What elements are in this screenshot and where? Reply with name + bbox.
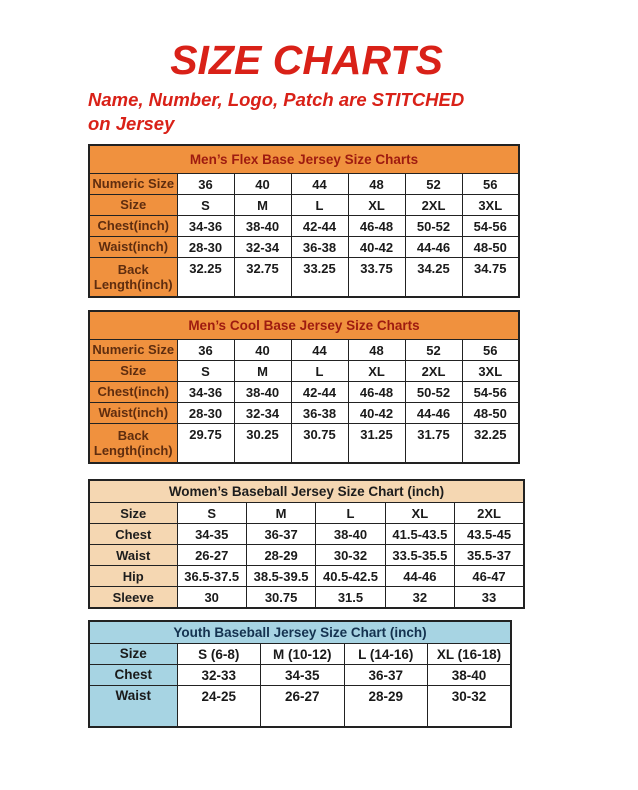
size-value-cell: 2XL [455, 503, 524, 524]
size-value-cell: 41.5-43.5 [385, 524, 454, 545]
size-value-cell: 28-29 [344, 686, 428, 728]
youth-baseball-title: Youth Baseball Jersey Size Chart (inch) [89, 621, 511, 644]
size-value-cell: 28-30 [177, 236, 234, 257]
size-chart-page [88, 37, 525, 728]
size-value-cell: 32-34 [234, 236, 291, 257]
size-value-cell: 56 [462, 173, 519, 194]
subtitle-line-2: on Jersey [88, 112, 175, 134]
size-value-cell: XL (16-18) [428, 644, 512, 665]
size-value-cell: 30-32 [428, 686, 512, 728]
size-value-cell: 33.5-35.5 [385, 545, 454, 566]
table-row [89, 173, 519, 194]
row-label: Chest(inch) [89, 381, 177, 402]
size-value-cell: 42-44 [291, 381, 348, 402]
table-row [89, 644, 511, 665]
size-value-cell: 50-52 [405, 381, 462, 402]
subtitle-line-1: Name, Number, Logo, Patch are STITCHED [88, 89, 465, 110]
size-value-cell: 48-50 [462, 236, 519, 257]
size-value-cell: M [246, 503, 315, 524]
size-value-cell: 46-48 [348, 381, 405, 402]
table-row [89, 236, 519, 257]
row-label: Size [89, 644, 177, 665]
size-value-cell: 44 [291, 339, 348, 360]
size-value-cell: 48-50 [462, 402, 519, 423]
size-value-cell: 44-46 [405, 402, 462, 423]
size-value-cell: XL [348, 360, 405, 381]
size-value-cell: 36.5-37.5 [177, 566, 246, 587]
size-value-cell: 34.25 [405, 257, 462, 297]
table-row [89, 587, 524, 609]
size-value-cell: 52 [405, 173, 462, 194]
size-value-cell: 32.25 [462, 423, 519, 463]
size-value-cell: S (6-8) [177, 644, 261, 665]
size-value-cell: 38-40 [234, 381, 291, 402]
size-value-cell: 32-33 [177, 665, 261, 686]
size-value-cell: 32.25 [177, 257, 234, 297]
table-row [89, 194, 519, 215]
size-value-cell: 31.5 [316, 587, 385, 609]
table-row [89, 545, 524, 566]
size-value-cell: 38-40 [234, 215, 291, 236]
size-value-cell: 34-35 [177, 524, 246, 545]
row-label: Hip [89, 566, 177, 587]
size-value-cell: 46-47 [455, 566, 524, 587]
size-value-cell: 28-30 [177, 402, 234, 423]
size-value-cell: L [291, 360, 348, 381]
size-value-cell: 36-38 [291, 236, 348, 257]
table-title-row [89, 480, 524, 503]
size-value-cell: 44-46 [405, 236, 462, 257]
table-row [89, 215, 519, 236]
size-value-cell: XL [348, 194, 405, 215]
size-value-cell: 24-25 [177, 686, 261, 728]
size-value-cell: S [177, 503, 246, 524]
size-value-cell: 31.75 [405, 423, 462, 463]
size-value-cell: 54-56 [462, 215, 519, 236]
womens-baseball-title: Women’s Baseball Jersey Size Chart (inch) [89, 480, 524, 503]
size-value-cell: 44 [291, 173, 348, 194]
size-value-cell: M [234, 360, 291, 381]
row-label: Size [89, 360, 177, 381]
row-label: Chest [89, 524, 177, 545]
size-value-cell: 38-40 [316, 524, 385, 545]
page-title: SIZE CHARTS [170, 37, 443, 83]
size-value-cell: 33.25 [291, 257, 348, 297]
row-label: Chest [89, 665, 177, 686]
size-value-cell: 36 [177, 173, 234, 194]
size-value-cell: M [234, 194, 291, 215]
size-value-cell: L (14-16) [344, 644, 428, 665]
size-value-cell: 35.5-37 [455, 545, 524, 566]
size-value-cell: 56 [462, 339, 519, 360]
size-value-cell: M (10-12) [261, 644, 345, 665]
size-value-cell: 40 [234, 339, 291, 360]
size-value-cell: 36 [177, 339, 234, 360]
table-row [89, 423, 519, 463]
size-value-cell: 36-37 [246, 524, 315, 545]
table-row [89, 566, 524, 587]
table-row [89, 339, 519, 360]
mens-cool-base-jersey-table [88, 310, 520, 464]
row-label: Waist [89, 686, 177, 728]
size-value-cell: 34-36 [177, 381, 234, 402]
size-value-cell: 3XL [462, 194, 519, 215]
table-row [89, 503, 524, 524]
size-value-cell: 30.25 [234, 423, 291, 463]
size-value-cell: 26-27 [177, 545, 246, 566]
size-value-cell: L [316, 503, 385, 524]
size-value-cell: 54-56 [462, 381, 519, 402]
size-value-cell: 30-32 [316, 545, 385, 566]
row-label: Numeric Size [89, 339, 177, 360]
row-label: Chest(inch) [89, 215, 177, 236]
size-value-cell: 33.75 [348, 257, 405, 297]
size-value-cell: 43.5-45 [455, 524, 524, 545]
size-value-cell: 34-35 [261, 665, 345, 686]
table-row [89, 665, 511, 686]
youth-baseball-jersey-table [88, 620, 512, 728]
size-value-cell: 40-42 [348, 236, 405, 257]
table-row [89, 381, 519, 402]
size-value-cell: S [177, 194, 234, 215]
size-value-cell: 38.5-39.5 [246, 566, 315, 587]
size-value-cell: 32-34 [234, 402, 291, 423]
size-value-cell: 2XL [405, 360, 462, 381]
size-value-cell: 40 [234, 173, 291, 194]
row-label: Size [89, 503, 177, 524]
row-label: Waist(inch) [89, 402, 177, 423]
size-value-cell: S [177, 360, 234, 381]
row-label: Numeric Size [89, 173, 177, 194]
mens-flex-base-title: Men’s Flex Base Jersey Size Charts [89, 145, 519, 173]
mens-cool-base-title: Men’s Cool Base Jersey Size Charts [89, 311, 519, 339]
table-title-row [89, 145, 519, 173]
size-value-cell: 40.5-42.5 [316, 566, 385, 587]
table-title-row [89, 311, 519, 339]
size-value-cell: 38-40 [428, 665, 512, 686]
size-value-cell: 32 [385, 587, 454, 609]
size-value-cell: 40-42 [348, 402, 405, 423]
size-value-cell: 30 [177, 587, 246, 609]
size-value-cell: 36-38 [291, 402, 348, 423]
size-value-cell: 46-48 [348, 215, 405, 236]
size-value-cell: 52 [405, 339, 462, 360]
table-row [89, 402, 519, 423]
size-value-cell: 2XL [405, 194, 462, 215]
womens-baseball-jersey-table [88, 479, 525, 609]
size-value-cell: 33 [455, 587, 524, 609]
size-value-cell: 29.75 [177, 423, 234, 463]
table-row [89, 257, 519, 297]
size-value-cell: L [291, 194, 348, 215]
row-label: Waist [89, 545, 177, 566]
size-value-cell: 48 [348, 173, 405, 194]
size-value-cell: 50-52 [405, 215, 462, 236]
size-value-cell: 32.75 [234, 257, 291, 297]
size-value-cell: 48 [348, 339, 405, 360]
size-value-cell: 3XL [462, 360, 519, 381]
row-label: Size [89, 194, 177, 215]
size-value-cell: 26-27 [261, 686, 345, 728]
table-row [89, 686, 511, 728]
size-value-cell: 30.75 [246, 587, 315, 609]
mens-flex-base-jersey-table [88, 144, 520, 298]
size-value-cell: 31.25 [348, 423, 405, 463]
size-value-cell: 30.75 [291, 423, 348, 463]
table-title-row [89, 621, 511, 644]
size-value-cell: 28-29 [246, 545, 315, 566]
row-label: Back Length(inch) [89, 423, 177, 463]
size-value-cell: XL [385, 503, 454, 524]
size-value-cell: 44-46 [385, 566, 454, 587]
size-value-cell: 34-36 [177, 215, 234, 236]
row-label: Waist(inch) [89, 236, 177, 257]
row-label: Sleeve [89, 587, 177, 609]
size-value-cell: 34.75 [462, 257, 519, 297]
subtitle [88, 88, 525, 135]
size-value-cell: 36-37 [344, 665, 428, 686]
table-row [89, 360, 519, 381]
row-label: Back Length(inch) [89, 257, 177, 297]
size-value-cell: 42-44 [291, 215, 348, 236]
table-row [89, 524, 524, 545]
